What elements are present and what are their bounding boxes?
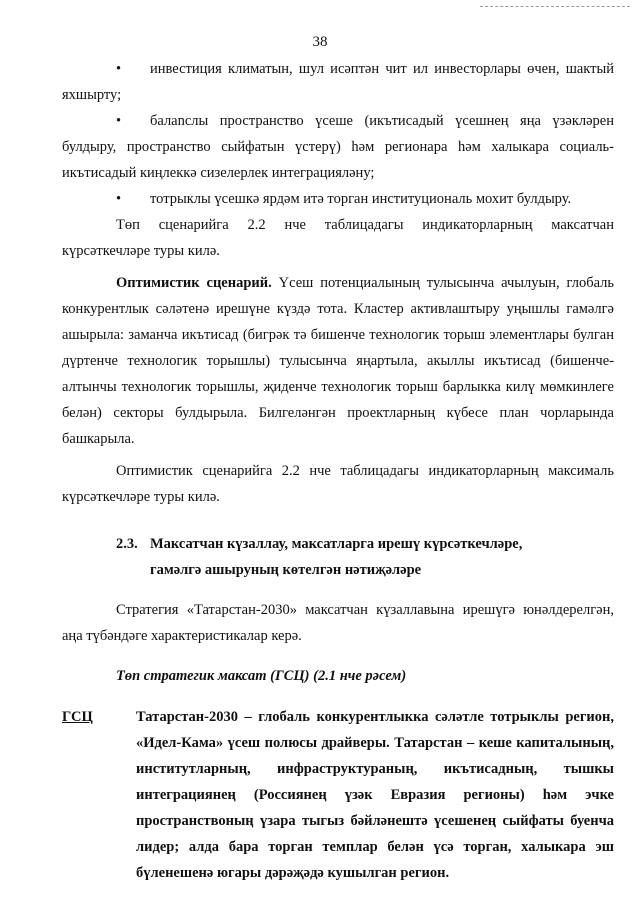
gsc-text: Татарстан-2030 – глобаль конкурентлыкка сәләтле тотрыклы регион, «Идел-Кама» үсеш полюсы драйверы. Татарстан – кеше капиталының, институтларның, инфраструктураның, икътисадның, тышкы интеграциянең (Россиянең үзәк Евразия регионы) һәм эчке пространствоның үзара тыгыз бәйләнештә үсешенең сыйфаты буенча лидер; алда бара торган темплар белән үсә торган, халыкара эш бүленешенә югары дәрәҗәдә кушылган регион.	[136, 708, 614, 881]
bullet-mark: •	[116, 61, 122, 77]
bullet-mark: •	[116, 191, 122, 207]
paragraph-optimistic-indicators: Оптимистик сценарийга 2.2 нче таблицадагы индикаторларның максималь күрсәткечләре туры килә.	[62, 463, 614, 505]
page-number: 38	[312, 34, 328, 50]
section-title	[150, 531, 614, 583]
paragraph-optimistic	[62, 270, 614, 452]
optimistic-title: Оптимистик сценарий.	[116, 275, 272, 291]
section-heading	[62, 531, 614, 583]
section-title-line-1: Максатчан күзаллау, максатларга ирешү күрсәткечләре,	[150, 536, 523, 552]
gsc-label: ГСЦ	[62, 708, 93, 725]
top-edge-rule	[480, 6, 630, 7]
paragraph-strategy: Стратегия «Татарстан-2030» максатчан күзаллавына ирешүгә юнәлдерелгән, аңа түбәндәге характеристикалар керә.	[62, 602, 614, 644]
optimistic-body: Үсеш потенциалының тулысынча ачылуын, глобаль конкурентлык сәләтенә ирешүне күздә тота. Кластер активлаштыру уңышлы гамәлгә ашырыла: заманча икътисад (бигрәк тә бишенче технологик торыш элементлары булган дүртенче технологик торышлы) тулысынча яңартыла, акыллы икътисад (бишенче-алтынчы технологик торышлы, җиденче технологик торыш барлыкка килү мөмкинлеге белән) секторы булдырыла. Билгеләнгән проектларның күбесе план чорларында башкарыла.	[62, 275, 615, 447]
bullet-text: балanслы пространство үсеше (икътисадый үсешнең яңа үзәкләрен булдыру, пространство сыйфатын үстерү) һәм регионара һәм халыкара социаль-икътисадый киңлеккә сизелерлек интеграцияләну;	[62, 113, 614, 181]
bullet-mark: •	[116, 113, 122, 129]
gsc-block	[62, 704, 614, 886]
main-goal-heading: Төп стратегик максат (ГСЦ) (2.1 нче рәсем)	[116, 668, 407, 684]
bullet-item	[62, 186, 614, 212]
bullet-item	[62, 108, 614, 186]
section-number: 2.3.	[116, 536, 138, 552]
document-body	[62, 56, 614, 886]
section-title-line-2: гамәлгә ашыруның көтелгән нәтиҗәләре	[150, 562, 422, 578]
bullet-text: тотрыклы үсешкә ярдәм итә торган институциональ мохит булдыру.	[150, 191, 572, 207]
bullet-item	[62, 56, 614, 108]
paragraph-base-scenario: Төп сценарийга 2.2 нче таблицадагы индикаторларның максатчан күрсәткечләре туры килә.	[62, 217, 614, 259]
bullet-text: инвестиция климатын, шул исәптән чит ил инвесторлары өчен, шактый яхшырту;	[62, 61, 614, 103]
